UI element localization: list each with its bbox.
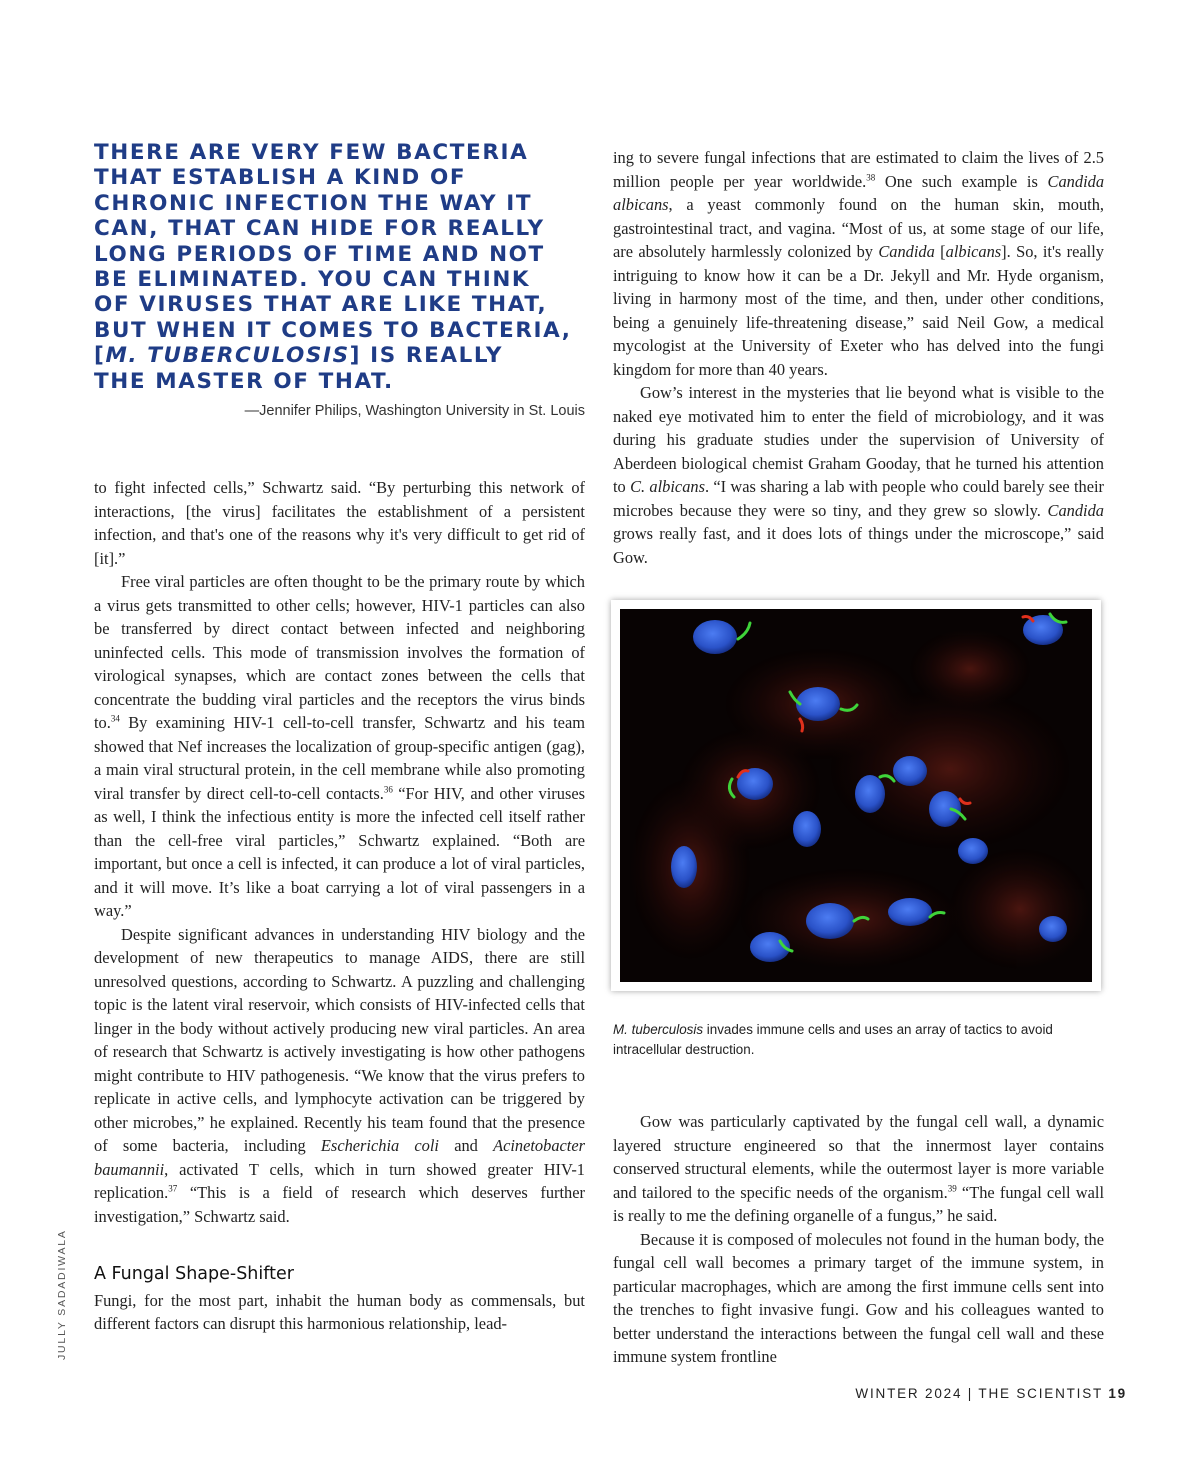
- pull-quote-line: THERE ARE VERY FEW BACTERIA: [94, 140, 529, 165]
- paragraph-text: ing to severe fungal infections that are estimated to claim the lives of 2.5 million people per year worldwide.: [613, 148, 1104, 191]
- paragraph-text: “For HIV, and other viruses as well, I think the infectious entity is more the infected cell itself rather than the cell-free viral particles,” Schwartz explained. “Both are important, but once a cell is infected, it can produce a lot of viral particles, and it will move. It’s like a boat carrying a lot of viral passengers in a way.”: [94, 783, 585, 920]
- paragraph: [94, 570, 585, 923]
- species-name: C. albicans: [630, 477, 705, 496]
- reference-number: 34: [110, 713, 120, 724]
- pull-quote-line: BUT WHEN IT COMES TO BACTERIA,: [94, 317, 572, 343]
- caption-text: invades immune cells and uses an array of tactics to avoid intracellular destruction.: [613, 1022, 1053, 1057]
- pull-quote: [94, 140, 594, 394]
- paragraph-text: , activated T cells, which in turn showed greater HIV-1 replication.: [94, 1159, 585, 1202]
- pull-quote-line: OF VIRUSES THAT ARE LIKE THAT,: [94, 292, 548, 318]
- left-column: [94, 476, 585, 1336]
- section-heading: A Fungal Shape-Shifter: [94, 1264, 294, 1284]
- paragraph: Fungi, for the most part, inhabit the human body as commensals, but different factors can disrupt this harmonious relationship, lead-: [94, 1290, 585, 1333]
- paragraph: to fight infected cells,” Schwartz said. “By perturbing this network of interactions, [the virus] facilitates the establishment of a persistent infection, and that's one of the reasons why it's very difficult to get rid of [it].”: [94, 478, 585, 568]
- paragraph: [94, 923, 585, 1229]
- figure-caption: [613, 1020, 1093, 1060]
- pull-quote-line: LONG PERIODS OF TIME AND NOT: [94, 241, 545, 267]
- species-name: Candida albicans: [613, 171, 1105, 214]
- pull-quote-line: CAN, THAT CAN HIDE FOR REALLY: [94, 216, 545, 242]
- paragraph: Because it is composed of molecules not found in the human body, the fungal cell wall becomes a primary target of the immune system, in particular macrophages, which are among the first immune cells sent into the trenches to fight invasive fungi. Gow and his colleagues wanted to better understand the interactions between the fungal cell wall and these immune system frontline: [613, 1229, 1104, 1366]
- paragraph-text: “This is a field of research which deserves further investigation,” Schwartz said.: [94, 1183, 585, 1226]
- species-name: Candida: [1047, 500, 1104, 520]
- paragraph-text: Despite significant advances in understanding HIV biology and the development of new therapeutics to manage AIDS, there are still unresolved questions, according to Schwartz. A puzzling and challenging topic is the latent viral reservoir, which consists of HIV-infected cells that linger in the body without actively producing new viral particles. An area of research that Schwartz is actively investigating is how other pathogens might contribute to HIV pathogenesis. “We know that the virus prefers to replicate in active cells, and lymphocyte activation can be triggered by other microbes,” he explained. Recently his team found that the presence of some bacteria, including: [94, 924, 585, 1155]
- pull-quote-line: THAT ESTABLISH A KIND OF: [94, 165, 467, 191]
- species-name: Acinetobacter baumannii: [94, 1136, 585, 1179]
- species-name: Candida: [878, 242, 935, 261]
- paragraph-text: and: [439, 1136, 494, 1155]
- bracket: [: [94, 343, 106, 369]
- paragraph-text: Gow’s interest in the mysteries that lie beyond what is visible to the naked eye motivated him to enter the field of microbiology, and it was during his graduate studies under the supervision of University of Aberdeen biological chemist Graham Gooday, that he turned his attention to: [613, 383, 1104, 496]
- species-name: M. tuberculosis: [613, 1022, 704, 1037]
- paragraph-text: [: [934, 242, 946, 261]
- paragraph-text: “The fungal cell wall is really to me the defining organelle of a fungus,” he said.: [613, 1182, 1104, 1225]
- pull-quote-line: [94, 343, 594, 368]
- paragraph-text: Free viral particles are often thought to be the primary route by which a virus gets transmitted to other cells; however, HIV-1 particles can also be transferred by direct contact between infected and neighboring uninfected cells. This mode of transmission involves the formation of virological synapses, which are contact zones between the cells that concentrate the budding viral particles and the receptors the virus binds to.: [94, 572, 585, 732]
- issue-label: WINTER 2024 | THE SCIENTIST: [855, 1386, 1109, 1401]
- paragraph-text: grows really fast, and it does lots of things under the microscope,” said Gow.: [613, 524, 1104, 567]
- species-name: albicans: [945, 242, 1002, 261]
- pull-quote-line: CHRONIC INFECTION THE WAY IT: [94, 190, 533, 216]
- right-column-bottom: [613, 1110, 1104, 1369]
- photo-credit: JULLY SADADIWALA: [56, 1229, 68, 1360]
- pull-quote-line: BE ELIMINATED. YOU CAN THINK: [94, 267, 531, 293]
- species-name: M. TUBERCULOSIS: [105, 343, 350, 369]
- pull-quote-text: ] IS REALLY: [349, 343, 504, 369]
- paragraph-text: . “I was sharing a lab with people who could barely see their microbes because they were so tiny, and they grew so slowly.: [613, 477, 1104, 520]
- paragraph-text: ]. So, it's really intriguing to know how it can be a Dr. Jekyll and Mr. Hyde organism, living in harmony most of the time, and then, under other conditions, being a genuinely life-threatening disease,” said Neil Gow, a medical mycologist at the University of Exeter who has delved into the fungi kingdom for more than 40 years.: [613, 242, 1104, 379]
- reference-number: 36: [383, 784, 393, 795]
- page-footer: [855, 1386, 1127, 1401]
- paragraph-text: By examining HIV-1 cell-to-cell transfer, Schwartz and his team showed that Nef increases the localization of group-specific antigen (gag), a main viral structural protein, in the cell membrane while also promoting viral transfer by direct cell-to-cell contacts.: [94, 713, 585, 803]
- pull-quote-line: THE MASTER OF THAT.: [94, 368, 394, 394]
- microscopy-illustration: [620, 609, 1092, 982]
- paragraph-text: , a yeast commonly found on the human skin, mouth, gastrointestinal tract, and vagina. “Most of us, at some stage of our life, are absolutely harmlessly colonized by: [613, 195, 1104, 261]
- paragraph-text: Gow was particularly captivated by the fungal cell wall, a dynamic layered structure engineered so that the innermost layer contains conserved structural elements, while the outermost layer is more variable and tailored to the specific needs of the organism.: [613, 1112, 1104, 1202]
- pull-quote-attribution: —Jennifer Philips, Washington University in St. Louis: [244, 403, 585, 419]
- paragraph: [613, 146, 1104, 381]
- paragraph: [613, 1110, 1104, 1228]
- reference-number: 38: [866, 172, 876, 183]
- microscopy-image: [620, 609, 1092, 982]
- figure-frame: [611, 600, 1101, 991]
- species-name: Escherichia coli: [320, 1136, 439, 1155]
- paragraph: [613, 381, 1104, 569]
- reference-number: 37: [168, 1183, 178, 1194]
- reference-number: 39: [947, 1183, 957, 1194]
- right-column-top: [613, 146, 1104, 569]
- page-number: 19: [1108, 1386, 1127, 1401]
- paragraph-text: One such example is: [875, 171, 1048, 191]
